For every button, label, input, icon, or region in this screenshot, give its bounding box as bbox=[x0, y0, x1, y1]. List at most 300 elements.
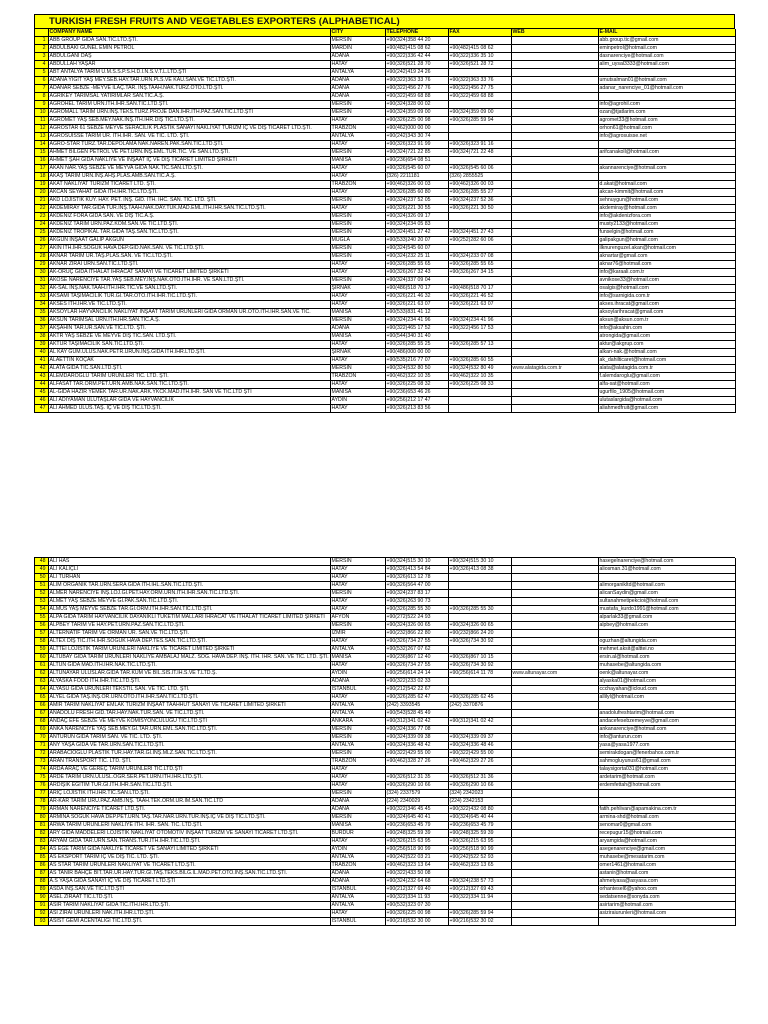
email bbox=[598, 798, 735, 806]
web bbox=[511, 173, 598, 181]
row-number: 91 bbox=[35, 902, 48, 910]
city: ANKARA bbox=[330, 718, 385, 726]
city: ANTALYA bbox=[330, 710, 385, 718]
row-number: 41 bbox=[35, 357, 48, 365]
email: info@karaali.com.tr bbox=[598, 269, 735, 277]
company-name: AK-ORUÇ GIDA İTHALAT İHRACAT SANAYİ VE TİCARET LİMİTED ŞİRKETİ bbox=[48, 269, 330, 277]
city: ADANA bbox=[330, 53, 385, 61]
email: eminpetrol@hotmail.com bbox=[598, 45, 735, 53]
web bbox=[511, 405, 598, 413]
table-row bbox=[35, 598, 735, 606]
table-row bbox=[35, 333, 735, 341]
header-telephone: TELEPHONE bbox=[385, 29, 448, 37]
table-row bbox=[35, 718, 735, 726]
fax bbox=[448, 309, 511, 317]
telephone: +90(462)322 10 35 bbox=[385, 373, 448, 381]
company-name: AHMET BİLGEN PETROL VE PET.ÜRN.İNŞ.EML.TUR.TİC. VE SAN.LTD.ŞTİ. bbox=[48, 149, 330, 157]
fax bbox=[448, 101, 511, 109]
fax: +90(256)518 90 99 bbox=[448, 846, 511, 854]
city: İZMİR bbox=[330, 630, 385, 638]
telephone: +90(326)564 47 00 bbox=[385, 582, 448, 590]
company-name: AGROSUISSE TARIM ÜR. İTH.İHR. SAN. VE TİC. LTD. ŞTİ. bbox=[48, 133, 330, 141]
email: orhantesel6@yahoo.com bbox=[598, 886, 735, 894]
city: MERSİN bbox=[330, 814, 385, 822]
email: andacefesebzemeyve@gmail.com bbox=[598, 718, 735, 726]
city: ANTALYA bbox=[330, 902, 385, 910]
row-number: 17 bbox=[35, 165, 48, 173]
row-number: 18 bbox=[35, 173, 48, 181]
fax bbox=[448, 598, 511, 606]
table-row bbox=[35, 790, 735, 798]
company-name: AKSAMİ TAŞIMACILIK TUR.GI.TAR.OTO.İTH.İHR.TİC.LTD.ŞTİ. bbox=[48, 293, 330, 301]
email: aryamgida@hotmail.com bbox=[598, 838, 735, 846]
telephone: +90(322)233 02 33 bbox=[385, 678, 448, 686]
fax: +90(322)456 17 53 bbox=[448, 325, 511, 333]
fax: +90(326)734 30 92 bbox=[448, 662, 511, 670]
telephone: +90(326)285 60 80 bbox=[385, 189, 448, 197]
company-name: ARABACIOĞLU PLASTİK TUR.HAY.TAR.Gİ.İNŞ.MLZ.SAN.TİC.LTD.ŞTİ. bbox=[48, 750, 330, 758]
telephone: +90(533)831 41 12 bbox=[385, 309, 448, 317]
email: anadolufreshtarim@hotmail.com bbox=[598, 710, 735, 718]
web bbox=[511, 630, 598, 638]
web bbox=[511, 742, 598, 750]
fax: +90(326)545 60 06 bbox=[448, 165, 511, 173]
email: muhasebe@mesatarim.com bbox=[598, 854, 735, 862]
web bbox=[511, 245, 598, 253]
company-name: ADANA YİĞİT YAŞ MEY.SEB.HAY.TAR.ÜRN.PLS.VE KAU.SAN.VE TİC.LTD.ŞTİ. bbox=[48, 77, 330, 85]
fax: +90(326)221 63 07 bbox=[448, 301, 511, 309]
city: ŞIRNAK bbox=[330, 285, 385, 293]
telephone: +90(326)225 08 32 bbox=[385, 381, 448, 389]
fax: +90(326)285 59 94 bbox=[448, 910, 511, 918]
table-row bbox=[35, 77, 735, 85]
telephone: +90(543)528 45 49 bbox=[385, 710, 448, 718]
row-number: 59 bbox=[35, 646, 48, 654]
email: alim_uysal3333@hotmail.com bbox=[598, 61, 735, 69]
fax bbox=[448, 582, 511, 590]
company-name: ALFASAT TAR.ORM.PET.ÜRN.AMB.NAK.SAN.TİC.LTD.ŞTİ. bbox=[48, 381, 330, 389]
company-name: AKTUR TAŞIMACILIK SAN.TİC.LTD.ŞTİ. bbox=[48, 341, 330, 349]
web bbox=[511, 189, 598, 197]
table-row bbox=[35, 870, 735, 878]
company-name: AKSES İTH.İHR.VE TİC.LTD.ŞTİ. bbox=[48, 301, 330, 309]
telephone: +90(486)518 70 17 bbox=[385, 285, 448, 293]
company-name: ALATA GIDA TİC.SAN.LTD.ŞTİ. bbox=[48, 365, 330, 373]
table-row bbox=[35, 101, 735, 109]
table-row bbox=[35, 638, 735, 646]
fax bbox=[448, 405, 511, 413]
table-row bbox=[35, 918, 735, 926]
web bbox=[511, 774, 598, 782]
table-row bbox=[35, 574, 735, 582]
city: İSTANBUL bbox=[330, 886, 385, 894]
company-name: ALMUS YAŞ MEYVE SEBZE TAR.GI.ORM.İTH.İHR.SAN.TİC.LTD.ŞTİ. bbox=[48, 606, 330, 614]
company-name: ANY YAŞA GIDA VE TAR.ÜRN.SAN.TİC.LTD.ŞTİ. bbox=[48, 742, 330, 750]
web bbox=[511, 638, 598, 646]
table-row bbox=[35, 902, 735, 910]
email: astanir@hotmail.com bbox=[598, 870, 735, 878]
web bbox=[511, 686, 598, 694]
company-name: ALTERNATİF TARIM VE ORMAN ÜR. SAN.VE TİC.LTD.ŞTİ. bbox=[48, 630, 330, 638]
fax: +90(326)323 91 16 bbox=[448, 141, 511, 149]
email: aknar76@hotmail.com bbox=[598, 261, 735, 269]
email: abb.group.tic@gmail.com bbox=[598, 37, 735, 45]
email: ilknurenguzel.akan@hotmail.com bbox=[598, 245, 735, 253]
fax: +90(462)323 13 65 bbox=[448, 862, 511, 870]
telephone: +90(532)323 07 30 bbox=[385, 902, 448, 910]
web bbox=[511, 622, 598, 630]
city: MANİSA bbox=[330, 157, 385, 165]
telephone: +90(326)545 60 07 bbox=[385, 165, 448, 173]
company-name: AGROSTAR 61 SEBZE MEYVE SERACILIK PLASTİK SANAYİ NAKLİYAT TURİZM İÇ VE DIŞ TİCARET LTD.ŞTİ. bbox=[48, 125, 330, 133]
table-row bbox=[35, 45, 735, 53]
company-name: A.S YAŞA GIDA SANAYİ İÇ VE DIŞ TİCARET LTD.ŞTİ bbox=[48, 878, 330, 886]
company-name: AGROMALL TARIM ÜRN.İNŞ.TEKS.TURZ.PROJE DAN.İHR.İTH.PAZ.SAN.TİC.LTD.ŞTİ bbox=[48, 109, 330, 117]
telephone: +90(322)433 50 08 bbox=[385, 870, 448, 878]
table-row bbox=[35, 181, 735, 189]
fax bbox=[448, 710, 511, 718]
table-row bbox=[35, 838, 735, 846]
row-number: 30 bbox=[35, 269, 48, 277]
company-name: AKDENİZ TROPİKAL TAR.GIDA TAŞ.SAN.TİC.LTD.ŞTİ. bbox=[48, 229, 330, 237]
fax: +90(326)221 46 52 bbox=[448, 293, 511, 301]
fax: +90(326)521 28 72 bbox=[448, 61, 511, 69]
email: mustafa_kurdo1991@hotmail.com bbox=[598, 606, 735, 614]
city: İSTANBUL bbox=[330, 918, 385, 926]
row-number: 10 bbox=[35, 109, 48, 117]
email: erdemfettah@hotmail.com bbox=[598, 782, 735, 790]
web bbox=[511, 806, 598, 814]
row-number: 23 bbox=[35, 213, 48, 221]
telephone: +90(462)326 00 03 bbox=[385, 181, 448, 189]
company-name: ALTUN GIDA MAD.İTH.İHR.NAK.TİC.LTD.ŞTİ. bbox=[48, 662, 330, 670]
company-name: ALTTEI LOJİSTİK TARIM ÜRÜNLERİ NAKLİYE VE TİCARET LİMİTED ŞİRKETİ bbox=[48, 646, 330, 654]
fax: +90(482)415 08 62 bbox=[448, 45, 511, 53]
web bbox=[511, 373, 598, 381]
table-row bbox=[35, 165, 735, 173]
web bbox=[511, 678, 598, 686]
table-row bbox=[35, 766, 735, 774]
email: talaysigorta031@hotmail.com bbox=[598, 766, 735, 774]
web bbox=[511, 574, 598, 582]
email: umutsalman01@hotmail.com bbox=[598, 77, 735, 85]
fax bbox=[448, 646, 511, 654]
row-number: 34 bbox=[35, 301, 48, 309]
fax: +90(312)341 02 42 bbox=[448, 718, 511, 726]
row-number: 77 bbox=[35, 790, 48, 798]
telephone: +90(324)451 27 42 bbox=[385, 229, 448, 237]
table-row bbox=[35, 862, 735, 870]
city: HATAY bbox=[330, 189, 385, 197]
company-name: AMİR TARIM NAKLİYAT EMLAK TURİZM İNŞAAT TAAHHÜT SANAYİ VE TİCARET LİMİTED ŞİRKETİ bbox=[48, 702, 330, 710]
web bbox=[511, 285, 598, 293]
row-number: 5 bbox=[35, 69, 48, 77]
fax bbox=[448, 69, 511, 77]
email: asirtarim@hotmail.com bbox=[598, 902, 735, 910]
telephone: +90(272)522 24 93 bbox=[385, 614, 448, 622]
company-name: ALPA GIDA TARIM HAYVANCILIK DAYANIKLI TÜKETİM MALLARI İHRACAT VE İTHALAT TİCARET LİMİTED ŞİRKETİ bbox=[48, 614, 330, 622]
city: HATAY bbox=[330, 341, 385, 349]
company-name: AGROMET YAŞ SEB.MEY.NAK.İNŞ.İTH.İHR.DIŞ TİC.LTD.ŞTİ. bbox=[48, 117, 330, 125]
fax: +90(462)329 27 26 bbox=[448, 758, 511, 766]
fax: +90(252)282 60 06 bbox=[448, 237, 511, 245]
fax bbox=[448, 157, 511, 165]
email: info@anturun.com bbox=[598, 734, 735, 742]
company-name: ARDE TARIM ÜRN.ULUSL.ÖĞR.SER.PET.ÜRN.İTH.İHR.LTD.ŞTİ. bbox=[48, 774, 330, 782]
table-row bbox=[35, 734, 735, 742]
city: HATAY bbox=[330, 838, 385, 846]
city: MERSİN bbox=[330, 197, 385, 205]
city: MERSİN bbox=[330, 277, 385, 285]
table-row bbox=[35, 325, 735, 333]
table-row bbox=[35, 349, 735, 357]
row-number: 27 bbox=[35, 245, 48, 253]
email: alfa-sat@hotmail.com bbox=[598, 381, 735, 389]
telephone: +90(326)521 28 70 bbox=[385, 61, 448, 69]
email: recepugur15@hotmail.com bbox=[598, 830, 735, 838]
telephone: +90(256)518 90 99 bbox=[385, 846, 448, 854]
company-name: AKGÜN İNŞAAT GALİP AKGÜN bbox=[48, 237, 330, 245]
company-name: ANDAÇ EFE SEBZE VE MEYVE KOMİSYONCULUĞU TİC.LTD.ŞTİ bbox=[48, 718, 330, 726]
email: aknartar@gmail.com bbox=[598, 253, 735, 261]
row-number: 80 bbox=[35, 814, 48, 822]
web bbox=[511, 886, 598, 894]
telephone: +90(242)343 30 74 bbox=[385, 133, 448, 141]
table-row bbox=[35, 878, 735, 886]
email: sultanahmetipekcioi@hotmail.com bbox=[598, 598, 735, 606]
row-number: 54 bbox=[35, 606, 48, 614]
fax: +90(324)326 00 65 bbox=[448, 622, 511, 630]
city: HATAY bbox=[330, 582, 385, 590]
web bbox=[511, 85, 598, 93]
telephone: +90(236)867 12 40 bbox=[385, 654, 448, 662]
web bbox=[511, 229, 598, 237]
email: info@aksahin.com bbox=[598, 325, 735, 333]
fax bbox=[448, 125, 511, 133]
company-name: AR-KAR TARIM ÜRÜ.PAZ.AMB.İNŞ. TAAH.TEK.ORM.ÜR.İM.SAN.TİC.LTD bbox=[48, 798, 330, 806]
email: alkan-nak.@hotmail.com bbox=[598, 349, 735, 357]
table-row bbox=[35, 758, 735, 766]
web bbox=[511, 213, 598, 221]
web bbox=[511, 758, 598, 766]
company-name: AS TANIR BAHÇE BİT.TAR.ÜR.HAY.TUR.Gİ.TAŞ.TEKS.BİLG.İL.MAD.PET.OTO.İNŞ.SAN.TİC.LTD.ŞTİ. bbox=[48, 870, 330, 878]
email: ak_dahilticaret@hotmail.com bbox=[598, 357, 735, 365]
company-name: ALMET YAŞ SEBZE MEYVE GI.PAK.SAN.TİC.LTD.ŞTİ. bbox=[48, 598, 330, 606]
exporters-grid-1 bbox=[35, 29, 736, 413]
web: www.altunayar.com bbox=[511, 670, 598, 678]
email: avnikose33@hotmail.com bbox=[598, 277, 735, 285]
row-number: 55 bbox=[35, 614, 48, 622]
company-name: ALTUNAYAR ULUSLAR.GIDA TAR.KUM VE BİL.SIS.İT.İH.S.VE T.LTD.Ş. bbox=[48, 670, 330, 678]
table-row bbox=[35, 381, 735, 389]
table-row bbox=[35, 894, 735, 902]
telephone: +90(216)532 30 00 bbox=[385, 918, 448, 926]
email: aktur@akgrup.com bbox=[598, 341, 735, 349]
telephone: +90(326)221 46 32 bbox=[385, 293, 448, 301]
city: HATAY bbox=[330, 766, 385, 774]
table-row bbox=[35, 125, 735, 133]
header-email: E-MAIL bbox=[598, 29, 735, 37]
email: sehnuygun@hotmail.com bbox=[598, 197, 735, 205]
fax: +90(486)518 70 17 bbox=[448, 285, 511, 293]
telephone: +90(324)721 22 85 bbox=[385, 149, 448, 157]
row-number: 31 bbox=[35, 277, 48, 285]
row-number: 39 bbox=[35, 341, 48, 349]
table-row bbox=[35, 61, 735, 69]
company-name: ABDULGANİ DAŞ bbox=[48, 53, 330, 61]
fax bbox=[448, 397, 511, 405]
company-name: ANKA NARENCİYE YAŞ SEB.MEY.Gİ.TAR.ÜRN.EML.SAN.TİC.LTD.ŞTİ. bbox=[48, 726, 330, 734]
email: aksun@aksun.com.tr bbox=[598, 317, 735, 325]
table-row bbox=[35, 285, 735, 293]
table-row bbox=[35, 197, 735, 205]
city: HATAY bbox=[330, 117, 385, 125]
fax bbox=[448, 221, 511, 229]
city: MERSİN bbox=[330, 317, 385, 325]
fax: +90(322)336 35 10 bbox=[448, 53, 511, 61]
email: alparlak33@gmail.com bbox=[598, 614, 735, 622]
telephone: +90(326)215 63 95 bbox=[385, 838, 448, 846]
city: HATAY bbox=[330, 774, 385, 782]
city: İSTANBUL bbox=[330, 686, 385, 694]
table-row bbox=[35, 85, 735, 93]
telephone: +90(324)358 44 20 bbox=[385, 37, 448, 45]
city: HATAY bbox=[330, 598, 385, 606]
telephone: +90(248)325 59 39 bbox=[385, 830, 448, 838]
city: AYDIN bbox=[330, 397, 385, 405]
table-row bbox=[35, 814, 735, 822]
email bbox=[598, 93, 735, 101]
web bbox=[511, 165, 598, 173]
table-row bbox=[35, 686, 735, 694]
company-name: ARAN TRANSPORT TİC. LTD. ŞTİ. bbox=[48, 758, 330, 766]
fax: +90(324)721 22 48 bbox=[448, 149, 511, 157]
company-name: AKTR YAŞ SEBZE VE MEYVE DIŞ TİC.SAN. LTD.ŞTİ. bbox=[48, 333, 330, 341]
table-row bbox=[35, 726, 735, 734]
company-name: ALYEL GIDA TAŞ.İNŞ.OR.ÜRN.OTO.İTH.İHR.SAN.TİC.LTD.ŞTİ. bbox=[48, 694, 330, 702]
fax: +90(326)285 59 94 bbox=[448, 117, 511, 125]
city: MERSİN bbox=[330, 149, 385, 157]
telephone: +90(324)337 09 04 bbox=[385, 277, 448, 285]
email: akdemiray@hotmail.com bbox=[598, 205, 735, 213]
email: aliahmedfruit@gmail.com bbox=[598, 405, 735, 413]
row-number: 13 bbox=[35, 133, 48, 141]
web bbox=[511, 646, 598, 654]
email: adanar_narenciye_01@hotmail.com bbox=[598, 85, 735, 93]
email bbox=[598, 918, 735, 926]
telephone: +90(322)456 27 76 bbox=[385, 85, 448, 93]
company-name: ALİ AHMED ULUS.TAŞ. İÇ VE DIŞ TİC.LTD.ŞTİ. bbox=[48, 405, 330, 413]
company-name: ARDA ARAÇ VE GEREÇ TARIM ÜRÜNLERİ TİC.LTD.ŞTİ bbox=[48, 766, 330, 774]
fax bbox=[448, 333, 511, 341]
table-row bbox=[35, 622, 735, 630]
row-number: 81 bbox=[35, 822, 48, 830]
email: osalgis@hotmail.com bbox=[598, 285, 735, 293]
city: HATAY bbox=[330, 662, 385, 670]
web bbox=[511, 157, 598, 165]
row-number: 4 bbox=[35, 61, 48, 69]
fax: +90(462)322 10 35 bbox=[448, 373, 511, 381]
city: MERSİN bbox=[330, 734, 385, 742]
email: sedatsenne@sonyda.com bbox=[598, 894, 735, 902]
email: senomar0@gmail.com bbox=[598, 822, 735, 830]
city: HATAY bbox=[330, 205, 385, 213]
table-row bbox=[35, 654, 735, 662]
row-number: 73 bbox=[35, 758, 48, 766]
table-row bbox=[35, 590, 735, 598]
table-row bbox=[35, 173, 735, 181]
web: www.alatagida.com.tr bbox=[511, 365, 598, 373]
web bbox=[511, 69, 598, 77]
web bbox=[511, 333, 598, 341]
row-number: 86 bbox=[35, 862, 48, 870]
telephone: +90(256)614 24 14 bbox=[385, 670, 448, 678]
fax bbox=[448, 133, 511, 141]
company-name: AKSOYLAR HAYVANCILIK NAKLİYAT İNŞAAT TARIM ÜRÜNLERİ GIDA ORMAN ÜR.OTO.İTH.İHR.SAN.VE TİC. bbox=[48, 309, 330, 317]
company-name: ARMİNA SOĞUK HAVA DEP.PET.ÜRN.TAŞ.TAR.NAR.ÜRN.TUR.İNŞ.İÇ VE DIŞ TİC.LTD.ŞTİ. bbox=[48, 814, 330, 822]
row-number: 36 bbox=[35, 317, 48, 325]
email: ahmetyasa@asyasa.com bbox=[598, 878, 735, 886]
company-name: ASİ ZİRAİ ÜRÜNLERİ NAK.İTH.İHR.LTD.ŞTİ. bbox=[48, 910, 330, 918]
telephone: +90(324)237 52 05 bbox=[385, 197, 448, 205]
city: ADANA bbox=[330, 85, 385, 93]
email: akcan-kimmit@hotmail.com bbox=[598, 189, 735, 197]
table-row bbox=[35, 566, 735, 574]
row-number: 78 bbox=[35, 798, 48, 806]
row-number: 6 bbox=[35, 77, 48, 85]
telephone: +90(324)237 83 17 bbox=[385, 590, 448, 598]
row-number: 88 bbox=[35, 878, 48, 886]
city: MERSİN bbox=[330, 229, 385, 237]
company-name: AKÖSE NARENCİYE TAR.YAŞ SEB.MEY.İNŞ.NAK.OTO.İTH.İHR. VE SAN.LTD.ŞTİ. bbox=[48, 277, 330, 285]
fax: +90(236)653 45 79 bbox=[448, 822, 511, 830]
city: MERSİN bbox=[330, 109, 385, 117]
company-name: ALİ ADIYAMAN ULUTAŞLAR GIDA VE HAYVANCILIK bbox=[48, 397, 330, 405]
company-name: ASEL ZİRAAT TİC.LTD.ŞTİ. bbox=[48, 894, 330, 902]
telephone: +90(486)000 00 00 bbox=[385, 349, 448, 357]
city: TRABZON bbox=[330, 862, 385, 870]
fax bbox=[448, 686, 511, 694]
telephone: +90(324)328 00 02 bbox=[385, 101, 448, 109]
row-number: 22 bbox=[35, 205, 48, 213]
web bbox=[511, 37, 598, 45]
company-name: AKDENİZ FORA GIDA SAN. VE DIŞ TİC.A.Ş. bbox=[48, 213, 330, 221]
web bbox=[511, 750, 598, 758]
company-name: AL-GIDA HAZIR YEMEK TAR.ÜR.NAK.ARK.YKCK.MAD.İTH.İHR. SAN VE TİC.LTD ŞTİ bbox=[48, 389, 330, 397]
fax: +90(326)285 57 13 bbox=[448, 341, 511, 349]
table-row bbox=[35, 221, 735, 229]
email: alpbey@hotmail.com bbox=[598, 622, 735, 630]
web bbox=[511, 790, 598, 798]
table-row bbox=[35, 141, 735, 149]
fax bbox=[448, 766, 511, 774]
fax: +90(324)645 40 44 bbox=[448, 814, 511, 822]
table-row bbox=[35, 69, 735, 77]
company-name: ARYAM GIDA TAR.ÜRN.SAN.TRANS.TUR.İTH.İHR.TİC.LTD.ŞTİ. bbox=[48, 838, 330, 846]
telephone: +90(212)327 69 40 bbox=[385, 886, 448, 894]
web bbox=[511, 614, 598, 622]
telephone: +90(324)336 77 08 bbox=[385, 726, 448, 734]
email: ccchayahan@icloud.com bbox=[598, 686, 735, 694]
city: TRABZON bbox=[330, 373, 385, 381]
table-row bbox=[35, 269, 735, 277]
city: ANTALYA bbox=[330, 702, 385, 710]
city: AYDIN bbox=[330, 846, 385, 854]
telephone: +90(462)000 00 00 bbox=[385, 125, 448, 133]
fax bbox=[448, 349, 511, 357]
row-number: 58 bbox=[35, 638, 48, 646]
telephone: +90(326)290 10 66 bbox=[385, 782, 448, 790]
